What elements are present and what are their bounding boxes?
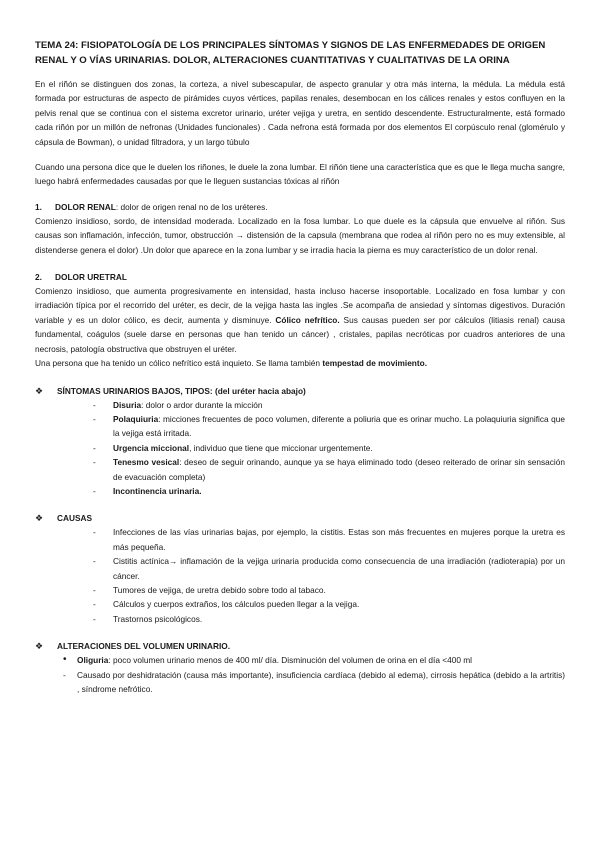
dolor-renal-heading [35,200,565,214]
intro-paragraph-2: Cuando una persona dice que le duelen los riñones, le duele la zona lumbar. El riñón tiene una característica que es que le llega mucha sangre, luego habrá enfermedades causadas por que le lleguen sustancias tóxicas al riñón [35,162,565,187]
causas-list [35,525,565,626]
list-item [35,484,565,498]
sintomas-title: SÍNTOMAS URINARIOS BAJOS, TIPOS: [57,385,213,396]
item-text: : micciones frecuentes de poco volumen, diferente a poliuria que es orinar mucho. La polaquiuria significa que la vejiga está irritada. [113,413,565,439]
section-dolor-uretral [35,270,565,370]
list-item [35,412,565,441]
dolor-uretral-text-a: Comienzo insidioso, que aumenta progresivamente en intensidad, hasta incluso hacerse insoportable. Localizado en fosa lumbar y con irradiación típica por el recorrido del uréter, es decir, de la vejiga hasta las ingles .Se acompaña de ansiedad y síntomas digestivos. Duración variable y es un dolor cólico, es decir, aumenta y disminuye. [35,286,565,325]
list-item [35,441,565,455]
item-term: Tenesmo vesical [113,457,180,468]
item-text: , individuo que tiene que miccionar urgentemente. [189,442,373,453]
section-causas [35,511,565,626]
dolor-uretral-text-b: Sus causas pueden ser por cálculos (litiasis renal) causa fundamental, coágulos (suele darse en personas que han tenido un cáncer) , cristales, papilas necróticas por cuadros anteriores de una necrosis, patología obstructiva que obstruyen el uréter. [35,314,565,354]
list-item: - Causado por deshidratación (causa más importante), insuficiencia cardíaca (debido al edema), cirrosis hepática (debido a la artritis) , síndrome nefrótico. [35,668,565,697]
dolor-uretral-note [35,356,565,370]
list-item [35,455,565,484]
dolor-uretral-heading [35,270,565,284]
list-item: - Cistitis actínica→ inflamación de la vejiga urinaria producida como consecuencia de una irradiación (radioterapia) por un cáncer. [35,554,565,583]
diamond-bullet-icon: ❖ [35,641,44,652]
tempestad-term: tempestad de movimiento. [322,358,428,369]
dolor-renal-subtitle: : dolor de origen renal no de los uréteres. [115,201,268,212]
list-item [35,653,565,667]
colico-nefritico-term: Cólico nefrítico. [275,314,340,325]
list-item: - Cálculos y cuerpos extraños, los cálculos pueden llegar a la vejiga. [35,597,565,611]
item-term: Polaquiuria [113,413,159,424]
sintomas-subtitle: (del uréter hacia abajo) [212,385,306,396]
section-dolor-renal [35,200,565,257]
section-sintomas [35,384,565,499]
sintomas-heading [35,384,565,398]
section-number: 2. [35,272,42,283]
list-item: - Trastornos psicológicos. [35,612,565,626]
alteraciones-title: ALTERACIONES DEL VOLUMEN URINARIO. [57,641,231,652]
item-term: Urgencia miccional [113,442,190,453]
list-item: - Tumores de vejiga, de uretra debido sobre todo al tabaco. [35,583,565,597]
intro-paragraph-1: En el riñón se distinguen dos zonas, la corteza, a nivel subescapular, de aspecto granular y otra más interna, la médula. La médula está formada por estructuras de aspecto de pirámides cuyos vértices, papilas renales, desembocan en los cálices renales y estos confluyen en la pelvis renal que se continua con el sistema excretor urinario, uréter vejiga y uretra, en sentido descendente. Estructuralmente, está formado cada riñón por un millón de nefronas (Unidades funcionales) . Cada nefrona está formada por dos elementos El corpúsculo renal (glomérulo y cápsula de Bowman), o unidad filtradora, y un largo túbulo [35,79,565,147]
oliguria-text: : poco volumen urinario menos de 400 ml/ día. Disminución del volumen de orina en el día <400 ml [108,655,473,666]
dolor-uretral-label: DOLOR URETRAL [55,272,127,283]
alteraciones-list [35,653,565,696]
list-item [35,398,565,412]
item-text: : deseo de seguir orinando, aunque ya se haya eliminado todo (deseo reiterado de orinar sin sensación de evacuación completa) [113,457,565,482]
item-term: Disuria [113,399,142,410]
oliguria-term: Oliguria [77,655,109,666]
list-item: - Infecciones de las vías urinarias bajas, por ejemplo, la cistitis. Estas son más frecuentes en mujeres porque la uretra es más pequeña. [35,525,565,554]
dolor-renal-body: Comienzo insidioso, sordo, de intensidad moderada. Localizado en la fosa lumbar. Lo que duele es la cápsula que envuelve al riñón. Sus causas son inflamación, infección, tumor, obstrucción → distensión de la capsula (membrana que rodea al riñón pero no es muy extensible, al distenderse genera el dolor) .Un dolor que aparece en la zona lumbar y se irradia hacia la pierna es muy característico de un dolor renal. [35,215,565,255]
dolor-uretral-body [35,284,565,356]
sintomas-list [35,398,565,499]
document-title: TEMA 24: FISIOPATOLOGÍA DE LOS PRINCIPALES SÍNTOMAS Y SIGNOS DE LAS ENFERMEDADES DE ORIGEN RENAL Y O VÍAS URINARIAS. DOLOR, ALTERACIONES CUANTITATIVAS Y CUALITATIVAS DE LA ORINA [35,40,546,66]
causas-title: CAUSAS [57,513,93,524]
dolor-renal-label: DOLOR RENAL [55,201,116,212]
section-number: 1. [35,201,42,212]
item-term: Incontinencia urinaria. [113,485,202,496]
diamond-bullet-icon: ❖ [35,385,44,396]
section-alteraciones [35,639,565,696]
item-text: : dolor o ardor durante la micción [141,399,263,410]
alteraciones-heading [35,639,565,653]
dolor-uretral-text-c: Una persona que ha tenido un cólico nefrítico está inquieto. Se llama también [35,358,323,369]
causas-heading [35,511,565,525]
diamond-bullet-icon: ❖ [35,513,44,524]
